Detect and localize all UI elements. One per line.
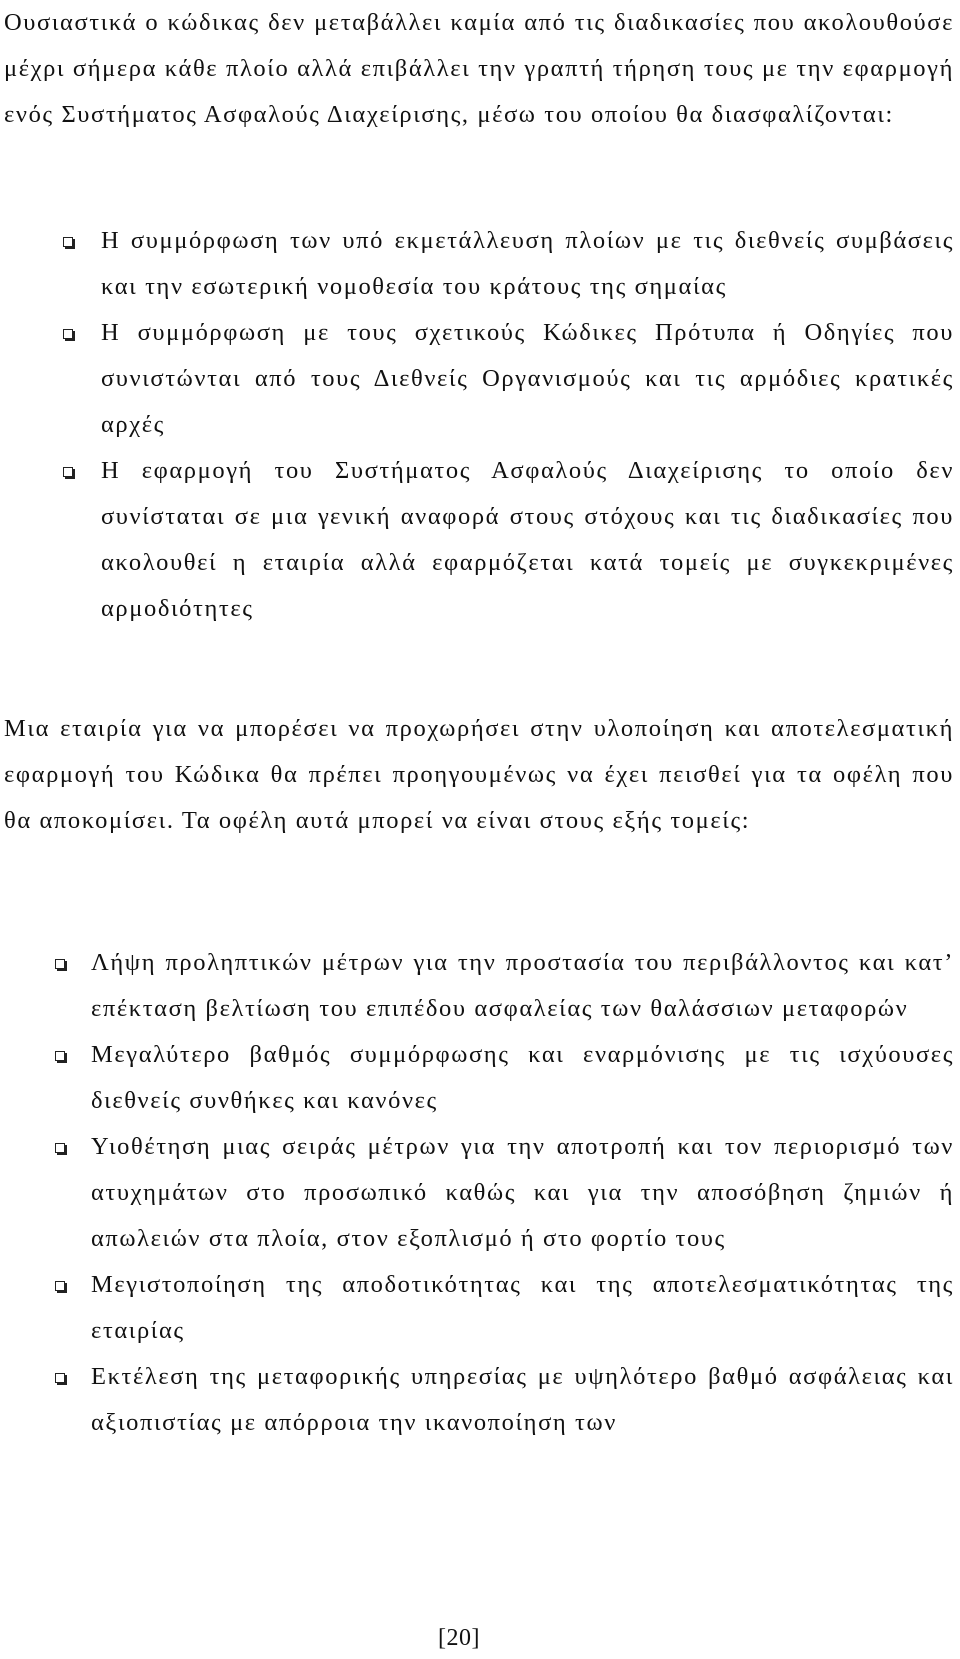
list-item [101,310,954,448]
list-item-text: Λήψη προληπτικών μέτρων για την προστασία του περιβάλλοντος και κατ’ επέκταση βελτίωση του επιπέδου ασφαλείας των θαλάσσιων μεταφορών [91,949,954,1022]
checkbox-bullet-icon [55,1143,65,1153]
list-item [101,448,954,632]
checkbox-bullet-icon [55,959,65,969]
list-item [91,1262,954,1354]
checkbox-bullet-icon [63,467,73,477]
list-item-text: Η συμμόρφωση των υπό εκμετάλλευση πλοίων με τις διεθνείς συμβάσεις και την εσωτερική νομοθεσία του κράτους της σημαίας [101,227,954,300]
checkbox-bullet-icon [63,329,73,339]
list-item-text: Μεγαλύτερο βαθμός συμμόρφωσης και εναρμόνισης με τις ισχύουσες διεθνείς συνθήκες και κανόνες [91,1041,954,1114]
list-item [91,1032,954,1124]
benefits-list [91,940,954,1446]
list-item-text: Η συμμόρφωση με τους σχετικούς Κώδικες Πρότυπα ή Οδηγίες που συνιστώνται από τους Διεθνείς Οργανισμούς και τις αρμόδιες κρατικές αρχές [101,319,954,438]
checkbox-bullet-icon [55,1373,65,1383]
benefits-paragraph: Μια εταιρία για να μπορέσει να προχωρήσει στην υλοποίηση και αποτελεσματική εφαρμογή του Κώδικα θα πρέπει προηγουμένως να έχει πεισθεί για τα οφέλη που θα αποκομίσει. Τα οφέλη αυτά μπορεί να είναι στους εξής τομείς: [4,715,954,834]
list-item [101,218,954,310]
list-item-text: Εκτέλεση της μεταφορικής υπηρεσίας με υψηλότερο βαθμό ασφάλειας και αξιοπιστίας με απόρροια την ικανοποίηση των [91,1363,954,1436]
checkbox-bullet-icon [55,1281,65,1291]
list-item-text: Μεγιστοποίηση της αποδοτικότητας και της αποτελεσματικότητας της εταιρίας [91,1271,954,1344]
list-item [91,1354,954,1446]
checkbox-bullet-icon [55,1051,65,1061]
list-item-text: Υιοθέτηση μιας σειράς μέτρων για την αποτροπή και τον περιορισμό των ατυχημάτων στο προσωπικό καθώς και για την αποσόβηση ζημιών ή απωλειών στα πλοία, στον εξοπλισμό ή στο φορτίο τους [91,1133,954,1252]
page-number: [20] [438,1625,480,1651]
safety-management-list [101,218,954,632]
checkbox-bullet-icon [63,237,73,247]
list-item-text: Η εφαρμογή του Συστήματος Ασφαλούς Διαχείρισης το οποίο δεν συνίσταται σε μια γενική αναφορά στους στόχους και τις διαδικασίες που ακολουθεί η εταιρία αλλά εφαρμόζεται κατά τομείς με συγκεκριμένες αρμοδιότητες [101,457,954,622]
list-item [91,1124,954,1262]
intro-paragraph: Ουσιαστικά ο κώδικας δεν μεταβάλλει καμία από τις διαδικασίες που ακολουθούσε μέχρι σήμερα κάθε πλοίο αλλά επιβάλλει την γραπτή τήρηση τους με την εφαρμογή ενός Συστήματος Ασφαλούς Διαχείρισης, μέσω του οποίου θα διασφαλίζονται: [4,9,954,128]
list-item [91,940,954,1032]
